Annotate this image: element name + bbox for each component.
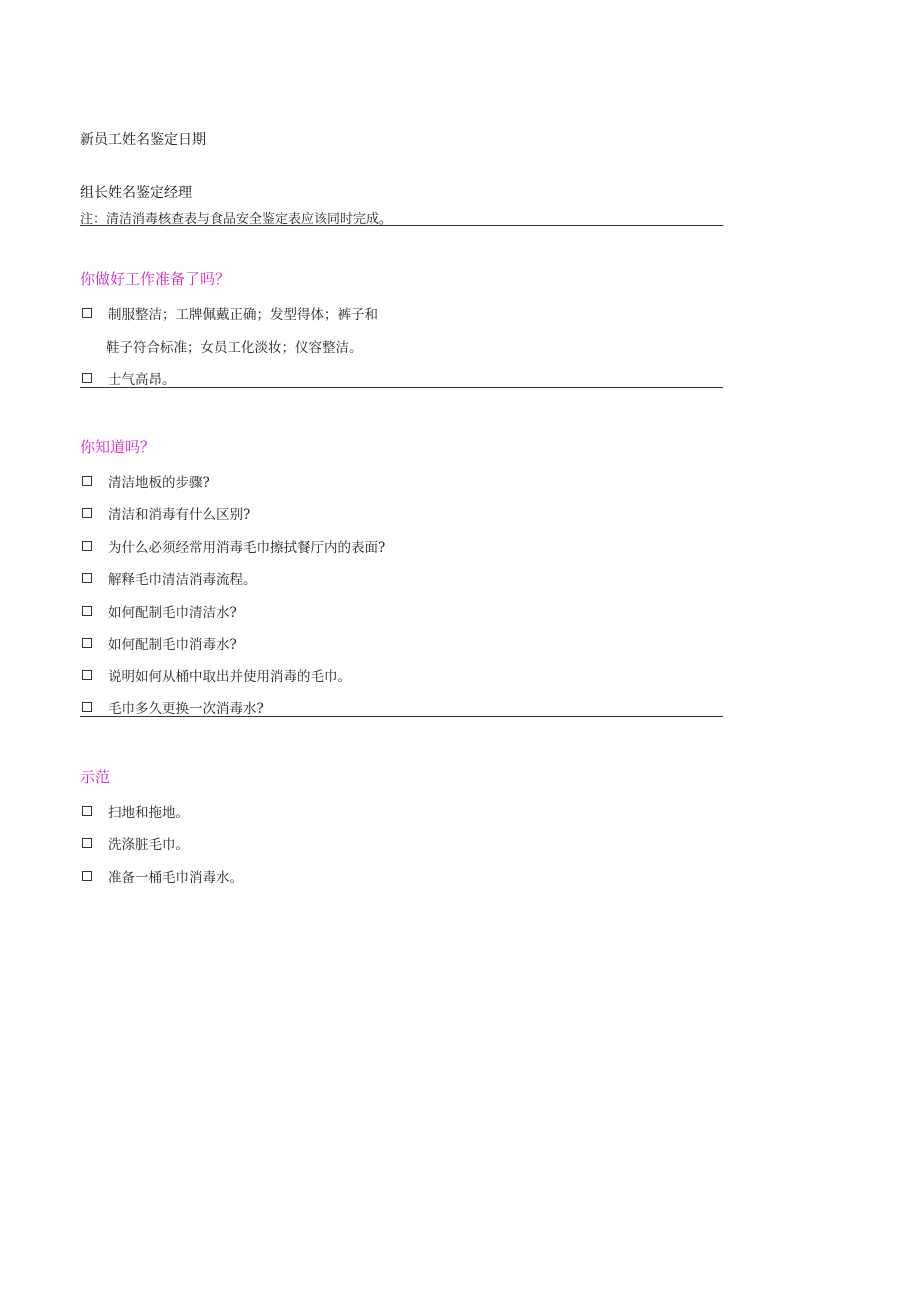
checkbox[interactable] bbox=[82, 476, 92, 486]
checkbox[interactable] bbox=[82, 702, 92, 712]
checkbox[interactable] bbox=[82, 638, 92, 648]
checklist-item bbox=[82, 833, 189, 853]
divider bbox=[80, 716, 723, 717]
item-text: 说明如何从桶中取出并使用消毒的毛巾。 bbox=[108, 669, 351, 685]
item-text: 扫地和拖地。 bbox=[108, 805, 189, 821]
item-text: 士气高昂。 bbox=[108, 372, 176, 388]
item-text: 如何配制毛巾消毒水? bbox=[108, 637, 237, 653]
checkbox[interactable] bbox=[82, 508, 92, 518]
checkbox[interactable] bbox=[82, 838, 92, 848]
checkbox[interactable] bbox=[82, 573, 92, 583]
item-text: 解释毛巾清洁消毒流程。 bbox=[108, 572, 257, 588]
section-title-knowledge: 你知道吗？ bbox=[80, 438, 156, 456]
checklist-item bbox=[82, 503, 250, 523]
item-text: 清洁和消毒有什么区别? bbox=[108, 507, 251, 523]
item-text: 准备一桶毛巾消毒水。 bbox=[108, 870, 243, 886]
checkbox[interactable] bbox=[82, 606, 92, 616]
checklist-item bbox=[82, 303, 378, 323]
checklist-item bbox=[82, 536, 385, 556]
section-title-preparation: 你做好工作准备了吗？ bbox=[80, 270, 231, 288]
note-text: 注：清洁消毒核查表与食品安全鉴定表应该同时完成。 bbox=[80, 212, 393, 227]
item-text-continuation: 鞋子符合标准；女员工化淡妆；仪容整洁。 bbox=[106, 340, 363, 356]
checklist-item bbox=[82, 697, 264, 717]
checkbox[interactable] bbox=[82, 308, 92, 318]
item-text: 洗涤脏毛巾。 bbox=[108, 837, 189, 853]
item-text: 毛巾多久更换一次消毒水? bbox=[108, 701, 264, 717]
divider bbox=[80, 225, 723, 226]
checkbox[interactable] bbox=[82, 670, 92, 680]
checklist-item bbox=[82, 801, 189, 821]
checklist-item bbox=[82, 633, 237, 653]
item-text: 制服整洁；工牌佩戴正确；发型得体；裤子和 bbox=[108, 307, 378, 323]
checklist-item bbox=[82, 665, 351, 685]
section-title-demonstration: 示范 bbox=[80, 768, 111, 786]
checkbox[interactable] bbox=[82, 806, 92, 816]
checklist-item bbox=[82, 601, 237, 621]
checklist-item bbox=[82, 568, 257, 588]
item-text: 清洁地板的步骤? bbox=[108, 475, 210, 491]
checkbox[interactable] bbox=[82, 373, 92, 383]
checklist-item bbox=[82, 368, 176, 388]
checkbox[interactable] bbox=[82, 541, 92, 551]
team-leader-header: 组长姓名鉴定经理 bbox=[80, 185, 192, 201]
item-text: 如何配制毛巾清洁水? bbox=[108, 605, 237, 621]
checkbox[interactable] bbox=[82, 871, 92, 881]
item-text: 为什么必须经常用消毒毛巾擦拭餐厅内的表面? bbox=[108, 540, 386, 556]
new-employee-header: 新员工姓名鉴定日期 bbox=[80, 132, 206, 148]
checklist-item bbox=[82, 866, 243, 886]
checklist-item bbox=[82, 471, 210, 491]
divider bbox=[80, 387, 723, 388]
